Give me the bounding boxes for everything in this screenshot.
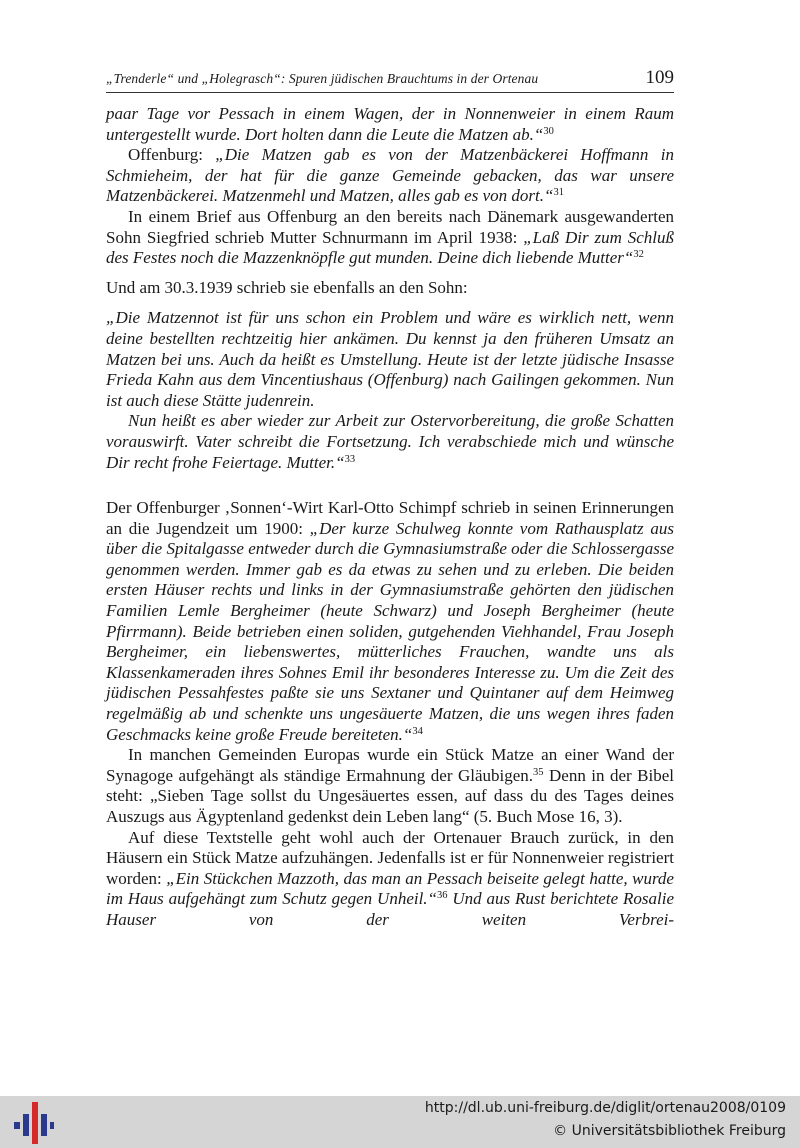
page-number: 109 (645, 67, 674, 88)
body-text-run: Der Offenburger ‚Sonnen‘-Wirt Karl-Otto Schimpf schrieb in seinen Erinnerungen an die Jugendzeit um 1900: (106, 498, 674, 538)
viewer-footer (0, 1096, 800, 1148)
paragraph-4 (106, 278, 674, 299)
body-text-run: Denn in der Bibel steht: „Sieben Tage sollst du Ungesäuertes essen, auf dass du des Tages deines Auszugs aus Ägyptenland gedenkst dein Leben lang“ (5. Buch Mose 16, 3). (106, 765, 675, 826)
block-quote-1 (106, 308, 674, 411)
body-text-run: Offenburg: (128, 145, 216, 165)
quote-text: paar Tage vor Pessach in einem Wagen, der in Nonnenweier in einem Raum untergestellt wurde. Dort holten dann die Leute die Matzen ab.“ (106, 104, 674, 144)
footnote-ref: 36 (437, 890, 448, 902)
copyright-notice: © Universitätsbibliothek Freiburg (553, 1123, 786, 1139)
footnote-ref: 31 (553, 187, 564, 199)
footnote-ref: 33 (344, 453, 356, 465)
body-text (106, 104, 674, 931)
body-text-run: Und am 30.3.1939 schrieb sie ebenfalls an den Sohn: (106, 277, 468, 297)
quote-text: Und aus Rust berichtete Rosalie Hauser von der weiten Verbrei- (106, 889, 674, 929)
ub-freiburg-logo-icon (14, 1102, 54, 1144)
footnote-ref: 30 (543, 125, 554, 137)
footnote-ref: 34 (412, 725, 423, 737)
page-header (106, 66, 674, 93)
running-title: „Trenderle“ und „Holegrasch“: Spuren jüdischen Brauchtums in der Ortenau (106, 71, 539, 86)
quote-text: „Laß Dir zum Schluß des Festes noch die Mazzenknöpfle gut munden. Deine dich liebende Mutter“ (106, 227, 674, 268)
quote-text: „Ein Stückchen Mazzoth, das man an Pessach beiseite gelegt hatte, wurde im Haus aufgehängt zum Schutz gegen Unheil.“ (106, 868, 674, 909)
paragraph-2 (106, 145, 674, 207)
quote-text: „Der kurze Schulweg konnte vom Rathausplatz aus über die Spitalgasse entweder durch die Gymnasiumstraße oder die Schlossergasse genommen werden. Immer gab es da etwas zu sehen und zu erleben. Die beiden ersten Häuser rechts und links in der Gymnasiumstraße gehörten den jüdischen Familien Lemle Bergheimer (heute Schwarz) und Joseph Bergheimer (heute Pfirrmann). Beide betrieben einen soliden, gutgehenden Viehhandel, Frau Joseph Bergheimer, ein liebenswertes, mütterliches Frauchen, wandte uns als Klassenkameraden ihres Sohnes Emil ihr besonderes Interesse zu. Um die Zeit des jüdischen Pessahfestes paßte sie uns Sextaner und Quintaner auf dem Heimweg regelmäßig ab und schenkte uns ungesäuerte Matzen, die uns wegen ihres faden Geschmacks keine große Freude bereiteten.“ (106, 518, 674, 744)
paragraph-6 (106, 745, 674, 827)
quote-text: „Die Matzennot ist für uns schon ein Problem und wäre es wirklich nett, wenn deine bestellten rechtzeitig hier ankämen. Du kennst ja den früheren Umsatz an Matzen bei uns. Auch da heißt es Umstellung. Heute ist der letzte jüdische Insasse Frieda Kahn aus dem Vincentiushaus (Offenburg) nach Gailingen gekommen. Nun ist auch diese Stätte judenrein. (106, 308, 674, 410)
block-quote-2 (106, 411, 674, 473)
paragraph-5 (106, 498, 674, 745)
body-text-run: Auf diese Textstelle geht wohl auch der Ortenauer Brauch zurück, in den Häusern ein Stück Matze aufzuhängen. Jedenfalls ist er für Nonnenweier registriert worden: (106, 827, 674, 888)
paragraph-7 (106, 828, 674, 931)
footnote-ref: 32 (633, 249, 644, 261)
quote-text: Nun heißt es aber wieder zur Arbeit zur Ostervorbereitung, die große Schatten vorauswirft. Vater schreibt die Fortsetzung. Ich verabschiede mich und wünsche Dir recht frohe Feiertage. Mutter.“ (106, 411, 674, 472)
quote-text: „Die Matzen gab es von der Matzenbäckerei Hoffmann in Schmieheim, der hat für die ganze Gemeinde gebacken, das war unsere Matzenbäckerei. Matzenmehl und Matzen, alles gab es von dort.“ (106, 145, 674, 206)
footnote-ref: 35 (533, 766, 544, 778)
body-text-run: In einem Brief aus Offenburg an den bereits nach Dänemark ausgewanderten Sohn Siegfried schrieb Mutter Schnurmann im April 1938: (106, 206, 674, 247)
paragraph-1 (106, 104, 674, 145)
body-text-run: In manchen Gemeinden Europas wurde ein Stück Matze an einer Wand der Synagoge aufgehängt als ständige Ermahnung der Gläubigen. (106, 745, 674, 785)
paragraph-3 (106, 207, 674, 269)
document-url-link[interactable]: http://dl.ub.uni-freiburg.de/diglit/ortenau2008/0109 (424, 1100, 786, 1116)
